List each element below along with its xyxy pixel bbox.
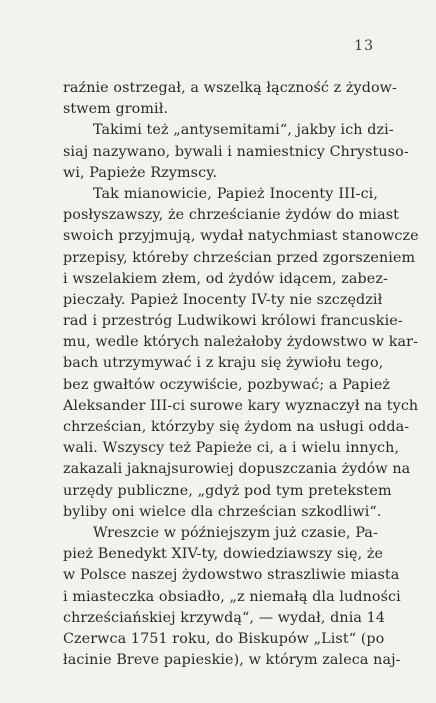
- text-line: byliby oni wielce dla chrześcian szkodliwi“.: [63, 503, 382, 520]
- text-line: Tak mianowicie, Papież Inocenty III-ci,: [93, 185, 378, 202]
- text-line: w Polsce naszej żydowstwo straszliwie miasta: [63, 567, 400, 584]
- text-line: zakazali jaknajsurowiej dopuszczania żydów na: [63, 461, 411, 478]
- text-line: i wszelakiem złem, od żydów idącem, zabez-: [63, 270, 388, 287]
- text-line: raźnie ostrzegał, a wszelką łączność z żydow-: [63, 80, 397, 96]
- text-line: chrześciańskiej krzywdą“, — wydał, dnia 14: [63, 609, 386, 626]
- text-line: wi, Papieże Rzymscy.: [63, 164, 218, 181]
- paragraph: [63, 78, 397, 120]
- paragraph: [63, 523, 401, 671]
- text-line: siaj nazywano, bywali i namiestnicy Chrystuso-: [63, 143, 409, 160]
- text-line: chrześcian, którzyby się żydom na usługi odda-: [63, 419, 410, 435]
- text-line: bach utrzymywać i z kraju się żywiołu tego,: [63, 355, 384, 372]
- text-line: bez gwałtów oczywiście, pozbywać; a Papież: [63, 376, 391, 393]
- paragraph: [63, 120, 409, 184]
- text-line: rad i przestróg Ludwikowi królowi francuskie-: [63, 313, 403, 330]
- body-text: [63, 78, 419, 671]
- page-number: 13: [354, 38, 374, 54]
- text-line: wali. Wszyscy też Papieże ci, a i wielu innych,: [63, 440, 400, 457]
- text-line: swoich przyjmują, wydał natychmiast stanowcze: [63, 228, 419, 245]
- text-line: mu, wedle których należałoby żydowstwo w kar-: [63, 334, 419, 351]
- text-line: Wreszcie w późniejszym już czasie, Pa-: [93, 524, 378, 541]
- text-line: posłyszawszy, że chrześcianie żydów do miast: [63, 207, 399, 224]
- text-line: przepisy, któreby chrześcian przed zgorszeniem: [63, 249, 416, 266]
- text-line: Aleksander III-ci surowe kary wyznaczył na tych: [63, 397, 419, 414]
- paragraph: [63, 184, 419, 523]
- text-line: Czerwca 1751 roku, do Biskupów „List“ (po: [63, 630, 385, 647]
- text-line: łacinie Breve papieskie), w którym zaleca naj-: [63, 652, 401, 669]
- text-line: Takimi też „antysemitami“, jakby ich dzi-: [93, 122, 394, 139]
- text-line: urzędy publiczne, „gdyż pod tym pretekstem: [63, 482, 392, 499]
- text-line: pież Benedykt XIV-ty, dowiedziawszy się, że: [63, 546, 384, 563]
- text-line: pieczały. Papież Inocenty IV-ty nie szczędził: [63, 291, 383, 308]
- text-line: i miasteczka obsiadło, „z niemałą dla ludności: [63, 588, 401, 605]
- text-line: stwem gromił.: [63, 101, 169, 118]
